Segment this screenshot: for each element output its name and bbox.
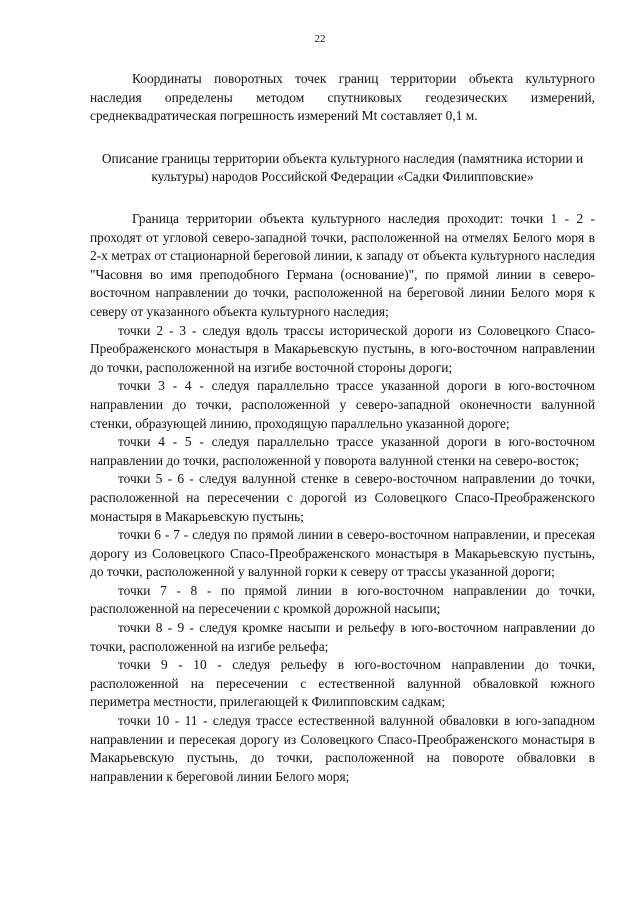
boundary-paragraph-2: точки 2 - 3 - следуя вдоль трассы исторической дороги из Соловецкого Спасо-Преображенского монастыря в Макарьевскую пустынь, в юго-восточном направлении до точки, расположенной на изгибе восточной стороны дороги; <box>90 322 595 375</box>
section-heading <box>90 150 595 186</box>
boundary-paragraph-6: точки 6 - 7 - следуя по прямой линии в северо-восточном направлении, и пресекая дорогу из Соловецкого Спасо-Преображенского монастыря в Макарьевскую пустынь, до точки, расположенной у валунной горки к северу от трассы указанной дороги; <box>90 527 595 580</box>
boundary-paragraph-10: точки 10 - 11 - следуя трассе естественной валунной обваловки в юго-западном направлении и пересекая дорогу из Соловецкого Спасо-Преображенского монастыря в Макарьевскую пустынь, до точки, расположенной на повороте обваловки в направлении к береговой линии Белого моря; <box>90 713 595 784</box>
section-heading-text: Описание границы территории объекта культурного наследия (памятника истории и культуры) народов Российской Федерации «Садки Филипповские» <box>101 151 584 185</box>
boundary-paragraph-3: точки 3 - 4 - следуя параллельно трассе указанной дороги в юго-восточном направлении до точки, расположенной у северо-западной оконечности валунной стенки, образующей линию, проходящую параллельно указанной дороге; <box>90 378 595 431</box>
boundary-paragraph-1: Граница территории объекта культурного наследия проходит: точки 1 - 2 - проходят от угловой северо-западной точки, расположенной на отмелях Белого моря в 2-х метрах от стационарной береговой линии, к западу от объекта культурного наследия "Часовня во имя преподобного Германа (основание)", по прямой линии в северо-восточном направлении до точки, расположенной на береговой линии Белого моря к северу от указанного объекта культурного наследия; <box>90 211 595 319</box>
page-number: 22 <box>314 33 326 45</box>
boundary-paragraph-8: точки 8 - 9 - следуя кромке насыпи и рельефу в юго-восточном направлении до точки, расположенной на изгибе рельефа; <box>90 620 595 654</box>
boundary-paragraph-4: точки 4 - 5 - следуя параллельно трассе указанной дороги в юго-восточном направлении до точки, расположенной у поворота валунной стенки на северо-восток; <box>90 434 595 468</box>
boundary-paragraph-9: точки 9 - 10 - следуя рельефу в юго-восточном направлении до точки, расположенной на пересечении с естественной валунной обваловкой южного периметра местности, прилегающей к Филипповским садкам; <box>90 657 595 710</box>
intro-section <box>90 70 595 126</box>
boundary-description <box>90 210 595 786</box>
boundary-paragraph-7: точки 7 - 8 - по прямой линии в юго-восточном направлении до точки, расположенной на пересечении с кромкой дорожной насыпи; <box>90 582 595 617</box>
intro-paragraph: Координаты поворотных точек границ территории объекта культурного наследия определены методом спутниковых геодезических измерений, среднеквадратическая погрешность измерений Mt составляет 0,1 м. <box>90 71 595 124</box>
boundary-paragraph-5: точки 5 - 6 - следуя валунной стенке в северо-восточном направлении до точки, расположенной на пересечении с дорогой из Соловецкого Спасо-Преображенского монастыря в Макарьевскую пустынь; <box>90 471 595 524</box>
